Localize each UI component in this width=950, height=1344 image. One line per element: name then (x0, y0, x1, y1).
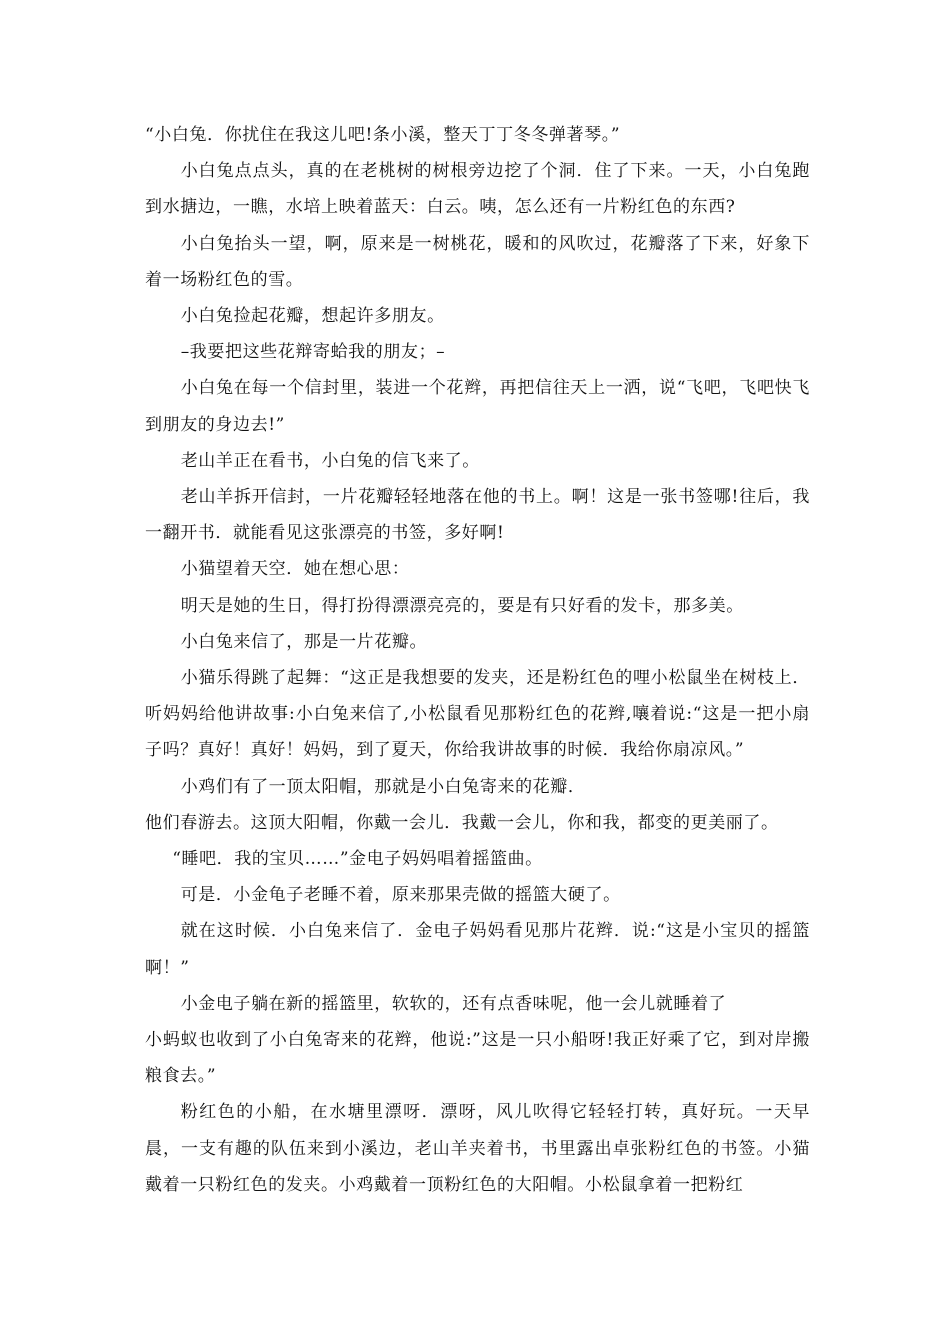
paragraph: 小白兔捡起花瓣，想起许多朋友。 (180, 306, 445, 327)
paragraph: –我要把这些花辩寄蛤我的朋友；– (180, 342, 446, 363)
paragraph: 就在这时候．小白兔来信了．金电子妈妈看见那片花辫．说:“这是小宝贝的摇篮啊！” (145, 921, 810, 978)
paragraph: 小金电子躺在新的摇篮里，软软的，还有点香味呢，他一会儿就睡着了 (180, 993, 727, 1014)
paragraph: 小蚂蚁也收到了小白兔寄来的花辫，他说:”这是一只小船呀!我正好乘了它，到对岸搬粮食去。” (145, 1030, 810, 1087)
paragraph: 小猫望着天空．她在想心思： (180, 559, 410, 580)
paragraph: 老山羊拆开信封，一片花瓣轻轻地落在他的书上。啊！这是一张书签哪!往后，我一翻开书．就能看见这张漂亮的书签，多好啊! (145, 487, 810, 544)
paragraph: 明天是她的生日，得打扮得漂漂亮亮的，要是有只好看的发卡，那多美。 (180, 595, 744, 616)
paragraph: 小鸡们有了一顶太阳帽，那就是小白兔寄来的花瓣． (180, 776, 586, 797)
paragraph: 他们春游去。这顶大阳帽，你戴一会儿．我戴一会儿，你和我，都变的更美丽了。 (145, 812, 779, 833)
paragraph: “睡吧．我的宝贝……”金电子妈妈唱着摇篮曲。 (172, 849, 543, 870)
paragraph: 粉红色的小船，在水塘里漂呀．漂呀，风儿吹得它轻轻打转，真好玩。一天早晨，一支有趣的队伍来到小溪边，老山羊夹着书，书里露出卓张粉红色的书签。小猫戴着一只粉红色的发夹。小鸡戴着一顶粉红色的大阳帽。小松鼠拿着一把粉红 (145, 1102, 810, 1195)
paragraph: 可是．小金龟子老睡不着，原来那果壳做的摇篮大硬了。 (180, 885, 621, 906)
document-page (145, 117, 810, 1203)
paragraph: 老山羊正在看书，小白兔的信飞来了。 (180, 450, 480, 471)
paragraph: 小猫乐得跳了起舞：“这正是我想要的发夹，还是粉红色的哩小松鼠坐在树枝上．听妈妈给他讲故事:小白兔来信了,小松鼠看见那粉红色的花辫,嚷着说:“这是一把小扇子吗？真好！真好！妈妈，到了夏天，你给我讲故事的时候．我给你扇凉风。” (145, 668, 810, 761)
paragraph: 小白兔点点头，真的在老桃树的树根旁边挖了个洞．住了下来。一天，小白兔跑到水搪边，一瞧，水培上映着蓝天：白云。咦，怎么还有一片粉红色的东西? (145, 161, 810, 218)
paragraph: “小白兔．你扰住在我这儿吧!条小溪，整天丁丁冬冬弹著琴。” (145, 125, 621, 145)
paragraph: 小白兔来信了，那是一片花瓣。 (180, 631, 428, 652)
paragraph: 小白兔在每一个信封里，装进一个花辫，再把信往天上一洒，说“飞吧，飞吧快飞到朋友的身边去!” (145, 378, 810, 435)
paragraph: 小白兔抬头一望，啊，原来是一树桃花，暖和的风吹过，花瓣落了下来，好象下着一场粉红色的雪。 (145, 233, 810, 290)
